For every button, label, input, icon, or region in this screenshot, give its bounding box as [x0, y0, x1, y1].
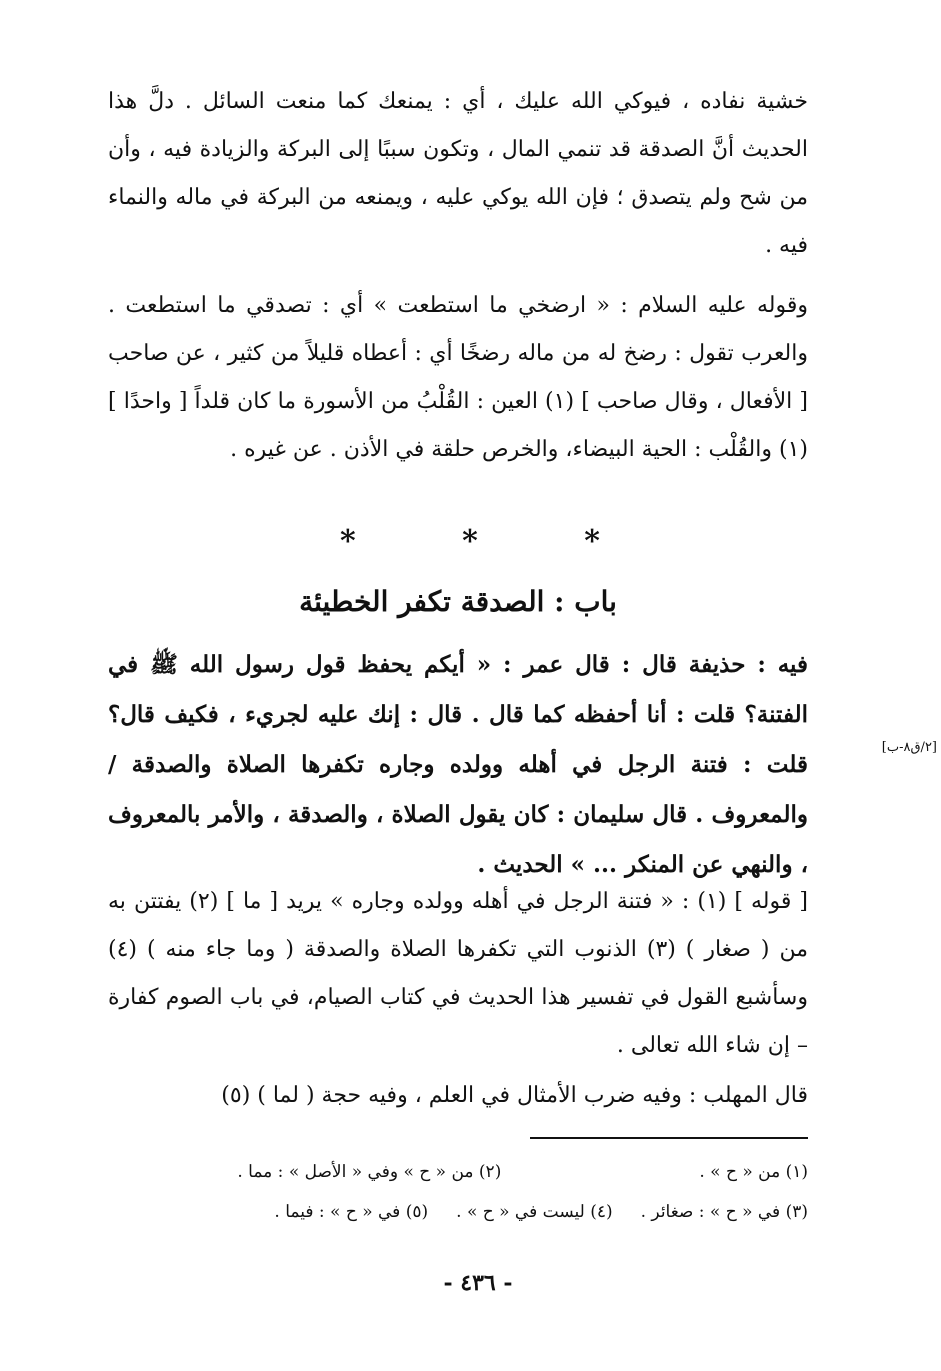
- paragraph-2: [108, 282, 808, 474]
- footnote-3: (٣) في « ح » : صغائر .: [640, 1202, 808, 1222]
- footnote-2: (٢) من « ح » وفي « الأصل » : مما .: [237, 1162, 502, 1182]
- footnote-divider: [530, 1137, 808, 1139]
- section-divider-asterisks: [340, 524, 600, 559]
- footnote-4: (٤) ليست في « ح » .: [456, 1202, 613, 1222]
- manuscript-folio-reference: [٢/ق٨-ب]: [881, 740, 937, 755]
- paragraph-2-text: وقوله عليه السلام : « ارضخي ما استطعت » أي : تصدقي ما استطعت . والعرب تقول : رضخ له من ماله رضخًا أي : أعطاه قليلاً من كثير ، عن صاحب [ الأفعال ، وقال صاحب ] (١) العين : القُلْبُ من الأسورة ما كان قلداً [ واحدًا ] (١) والقُلْب : الحية البيضاء، والخرص حلقة في الأذن . عن غيره .: [108, 293, 808, 462]
- footnotes: [108, 1152, 808, 1232]
- paragraph-3-text: [ قوله ] (١) : « فتنة الرجل في أهله وولده وجاره » يريد [ ما ] (٢) يفتتن به من ( صغار ) (٣) الذنوب التي تكفرها الصلاة والصدقة ( وما جاء منه ) (٤) وسأشبع القول في تفسير هذا الحديث في كتاب الصيام، في باب الصوم كفارة – إن شاء الله تعالى .: [108, 889, 809, 1058]
- hadith-paragraph: [108, 640, 808, 890]
- hadith-text: فيه : حذيفة قال : قال عمر : « أيكم يحفظ قول رسول الله ﷺ في الفتنة؟ قلت : أنا أحفظه كما قال . قال : إنك عليه لجريء ، فكيف قال؟ قلت : فتنة الرجل في أهله وولده وجاره تكفرها الصلاة والصدقة / والمعروف . قال سليمان : كان يقول الصلاة ، والصدقة ، والأمر بالمعروف ، والنهي عن المنكر ... » الحديث .: [108, 651, 808, 878]
- paragraph-1: [108, 78, 808, 270]
- paragraph-3: [108, 878, 808, 1070]
- asterisk-ornament: *: [462, 524, 478, 559]
- asterisk-ornament: *: [584, 524, 600, 559]
- footnote-row: [108, 1192, 808, 1232]
- paragraph-4: [108, 1072, 808, 1120]
- footnote-1: (١) من « ح » .: [699, 1162, 808, 1182]
- asterisk-ornament: *: [340, 524, 356, 559]
- chapter-title: باب : الصدقة تكفر الخطيئة: [299, 585, 617, 618]
- paragraph-1-text: خشية نفاده ، فيوكي الله عليك ، أي : يمنعك كما منعت السائل . دلَّ هذا الحديث أنَّ الصدقة قد تنمي المال ، وتكون سببًا إلى البركة والزيادة فيه ، وأن من شح ولم يتصدق ؛ فإن الله يوكي عليه ، ويمنعه من البركة في ماله والنماء فيه .: [108, 89, 808, 258]
- footnote-row: [108, 1152, 808, 1192]
- footnote-5: (٥) في « ح » : فيما .: [274, 1202, 429, 1222]
- page-number: - ٤٣٦ -: [443, 1270, 513, 1296]
- paragraph-4-text: قال المهلب : وفيه ضرب الأمثال في العلم ، وفيه حجة ( لما ) (٥): [221, 1083, 808, 1108]
